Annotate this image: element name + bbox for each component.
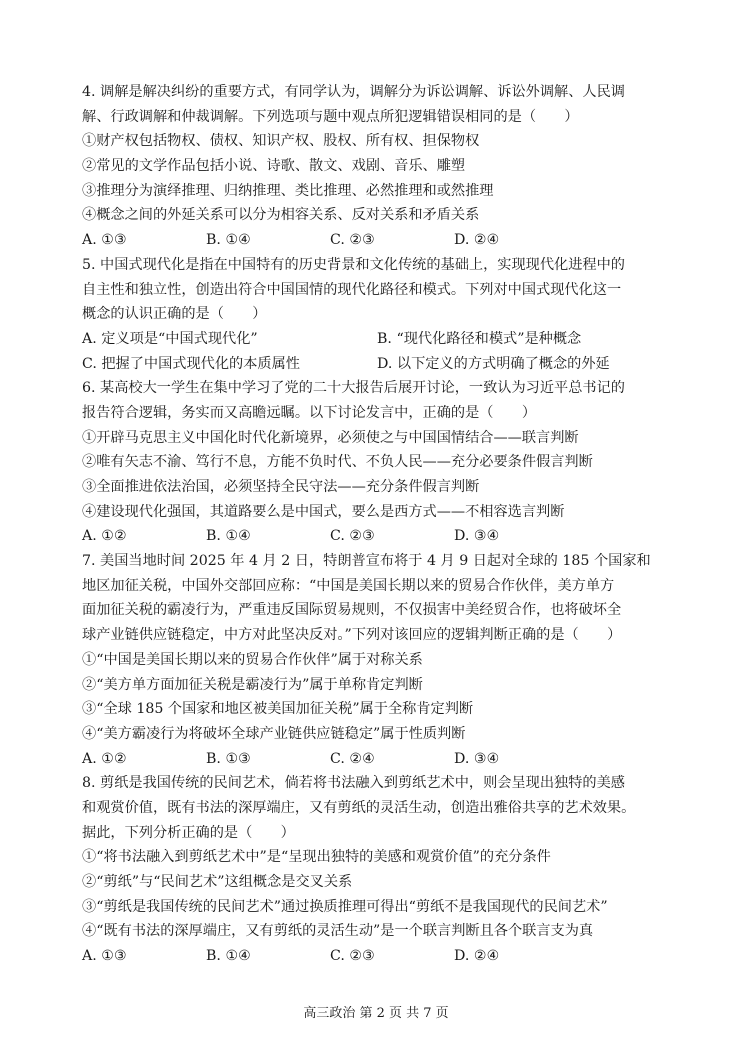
- question-7: [82, 549, 672, 771]
- question-6-option-d: D. ③④: [454, 528, 500, 545]
- question-7-options: [82, 747, 672, 772]
- question-7-stem-line-3: 面加征关税的霸凌行为，严重违反国际贸易规则，不仅损害中美经贸合作，也将破坏全: [82, 602, 622, 619]
- question-6-statement-4: ④建设现代化强国，其道路要么是中国式，要么是西方式——不相容选言判断: [82, 503, 565, 520]
- question-8-stem-line-3: 据此，下列分析正确的是（ ）: [82, 824, 295, 841]
- question-6-statement-3: ③全面推进依法治国，必须坚持全民守法——充分条件假言判断: [82, 479, 480, 495]
- question-5-stem-line-1: 5. 中国式现代化是指在中国特有的历史背景和文化传统的基础上，实现现代化进程中的: [82, 256, 625, 273]
- question-5-stem-line-3: 概念的认识正确的是（ ）: [82, 306, 267, 323]
- question-8-stem-line-2: 和观赏价值，既有书法的深厚端庄，又有剪纸的灵活生动，创造出雅俗共享的艺术效果。: [82, 799, 636, 816]
- question-7-statement-2: ②“美方单方面加征关税是霸凌行为”属于单称肯定判断: [82, 676, 423, 693]
- question-8-options: [82, 944, 672, 969]
- question-6-stem-line-2: 报告符合逻辑，务实而又高瞻远瞩。以下讨论发言中，正确的是（ ）: [82, 404, 537, 421]
- question-8-option-d: D. ②④: [454, 948, 500, 965]
- question-5-options-row-2: [82, 352, 672, 377]
- question-4-statement-1: ①财产权包括物权、债权、知识产权、股权、所有权、担保物权: [82, 133, 480, 150]
- question-7-statement-3: ③“全球 185 个国家和地区被美国加征关税”属于全称肯定判断: [82, 701, 474, 718]
- question-4: [82, 80, 672, 253]
- question-4-statement-2: ②常见的文学作品包括小说、诗歌、散文、戏剧、音乐、雕塑: [82, 158, 466, 175]
- question-7-option-c: C. ②④: [330, 750, 375, 767]
- page-footer: 高三政治 第 2 页 共 7 页: [303, 1006, 449, 1021]
- question-6-option-c: C. ②③: [330, 528, 375, 545]
- question-8-statement-4: ④“既有书法的深厚端庄，又有剪纸的灵活生动”是一个联言判断且各个联言支为真: [82, 923, 594, 940]
- question-4-stem-line-2: 解、行政调解和仲裁调解。下列选项与题中观点所犯逻辑错误相同的是（ ）: [82, 108, 579, 125]
- question-7-statement-4: ④“美方霸凌行为将破坏全球产业链供应链稳定”属于性质判断: [82, 725, 466, 742]
- question-4-option-d: D. ②④: [454, 232, 500, 249]
- question-4-option-b: B. ①④: [206, 232, 251, 249]
- question-5-option-c: C. 把握了中国式现代化的本质属性: [82, 355, 300, 372]
- question-5-option-d: D. 以下定义的方式明确了概念的外延: [377, 355, 610, 372]
- question-4-statement-4: ④概念之间的外延关系可以分为相容关系、反对关系和矛盾关系: [82, 207, 480, 224]
- question-7-stem-line-1: 7. 美国当地时间 2025 年 4 月 2 日，特朗普宣布将于 4 月 9 日起对全球的 185 个国家和: [82, 553, 651, 570]
- question-list: [82, 80, 672, 969]
- question-5-stem-line-2: 自主性和独立性，创造出符合中国国情的现代化路径和模式。下列对中国式现代化这一: [82, 281, 622, 298]
- question-6-option-b: B. ①④: [206, 528, 251, 545]
- question-7-stem-line-2: 地区加征关税，中国外交部回应称：“中国是美国长期以来的贸易合作伙伴，美方单方: [82, 577, 615, 594]
- question-4-options: [82, 228, 672, 253]
- question-5-option-a: A. 定义项是“中国式现代化”: [82, 330, 258, 347]
- question-4-statement-3: ③推理分为演绎推理、归纳推理、类比推理、必然推理和或然推理: [82, 182, 494, 199]
- question-4-option-a: A. ①③: [82, 232, 127, 249]
- question-8-statement-2: ②“剪纸”与“民间艺术”这组概念是交叉关系: [82, 874, 353, 890]
- question-8: [82, 771, 672, 969]
- question-7-option-b: B. ①③: [206, 750, 251, 767]
- question-8-option-c: C. ②③: [330, 948, 375, 965]
- question-7-option-d: D. ③④: [454, 750, 500, 767]
- question-6-stem-line-1: 6. 某高校大一学生在集中学习了党的二十大报告后展开讨论，一致认为习近平总书记的: [82, 380, 625, 397]
- question-4-stem-line-1: 4. 调解是解决纠纷的重要方式，有同学认为，调解分为诉讼调解、诉讼外调解、人民调: [82, 84, 625, 100]
- question-8-option-b: B. ①④: [206, 948, 251, 965]
- question-8-option-a: A. ①③: [82, 948, 127, 965]
- question-5-option-b: B. “现代化路径和模式”是种概念: [377, 330, 582, 347]
- question-7-option-a: A. ①②: [82, 750, 127, 767]
- question-6-option-a: A. ①②: [82, 528, 127, 545]
- question-6: [82, 376, 672, 549]
- question-5-options-row-1: [82, 327, 672, 352]
- question-6-statement-1: ①开辟马克思主义中国化时代化新境界，必须使之与中国国情结合——联言判断: [82, 429, 579, 446]
- question-6-statement-2: ②唯有矢志不渝、笃行不息，方能不负时代、不负人民——充分必要条件假言判断: [82, 454, 593, 471]
- question-8-statement-3: ③“剪纸是我国传统的民间艺术”通过换质推理可得出“剪纸不是我国现代的民间艺术”: [82, 898, 608, 915]
- question-8-statement-1: ①“将书法融入到剪纸艺术中”是“呈现出独特的美感和观赏价值”的充分条件: [82, 849, 551, 866]
- question-4-option-c: C. ②③: [330, 232, 375, 249]
- question-5: [82, 253, 672, 376]
- question-8-stem-line-1: 8. 剪纸是我国传统的民间艺术，倘若将书法融入到剪纸艺术中，则会呈现出独特的美感: [82, 775, 625, 792]
- question-7-stem-line-4: 球产业链供应链稳定，中方对此坚决反对。”下列对该回应的逻辑判断正确的是（ ）: [82, 627, 622, 644]
- question-6-options: [82, 524, 672, 549]
- question-7-statement-1: ①“中国是美国长期以来的贸易合作伙伴”属于对称关系: [82, 651, 423, 668]
